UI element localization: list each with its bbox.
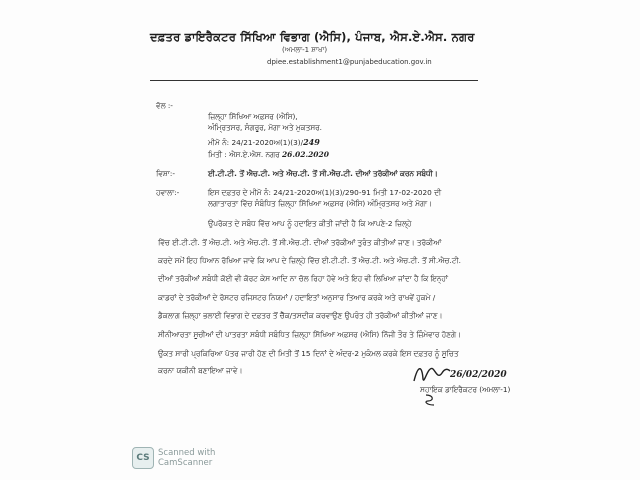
- subject-text: ਈ.ਟੀ.ਟੀ. ਤੋਂ ਐਚ.ਟੀ. ਅਤੇ ਐਚ.ਟੀ. ਤੋਂ ਸੀ.ਐਚ.ਟੀ. ਦੀਆਂ ਤਰੱਕੀਆਂ ਕਰਨ ਸਬੰਧੀ।: [208, 169, 438, 178]
- signatory-designation: ਸਹਾਇਕ ਡਾਇਰੈਕਟਰ (ਅਮਲਾ-1): [420, 385, 511, 394]
- body-line: ਕਰਨਾ ਯਕੀਨੀ ਬਣਾਇਆ ਜਾਵੇ।: [158, 366, 243, 375]
- subject-label: ਵਿਸ਼ਾ:-: [156, 169, 175, 178]
- addressee-label: ਵੱਲ :-: [156, 101, 173, 110]
- body-line: ਸੀਨੀਆਰਤਾ ਸੂਚੀਆਂ ਦੀ ਪਾਤਰਤਾ ਸਬੰਧੀ ਸਬੰਧਿਤ ਜ਼ਿਲ੍ਹਾ ਸਿੱਖਿਆ ਅਫ਼ਸਰ (ਐਸਿ) ਨਿੱਜੀ ਤੌਰ ਤੇ ਜ਼ਿੰਮੇਵਾਰ ਹੋਣਗੇ।: [158, 330, 461, 339]
- memo-date-row: [208, 150, 329, 160]
- addressee-line-2: ਅੰਮ੍ਰਿਤਸਰ, ਸੰਗਰੂਰ, ਮੋਗਾ ਅਤੇ ਮੁਕਤਸਰ.: [208, 123, 322, 132]
- body-line: ਉਪਰੋਕਤ ਦੇ ਸਬੰਧ ਵਿੱਚ ਆਪ ਨੂੰ ਹਦਾਇਤ ਕੀਤੀ ਜਾਂਦੀ ਹੈ ਕਿ ਆਪਣੇ-2 ਜ਼ਿਲ੍ਹੇ: [208, 219, 412, 228]
- body-line: ਡੈਕਲਾਗ ਜ਼ਿਲ੍ਹਾ ਭਲਾਈ ਵਿਭਾਗ ਦੇ ਦਫ਼ਤਰ ਤੋਂ ਚੈੱਕ/ਤਸਦੀਕ ਕਰਵਾਉਣ ਉਪਰੰਤ ਹੀ ਤਰੱਕੀਆਂ ਕੀਤੀਆਂ ਜਾਣ।: [158, 311, 443, 320]
- watermark-line-1: Scanned with: [158, 448, 216, 458]
- body-line: ਉਕਤ ਸਾਰੀ ਪ੍ਰਕਿਰਿਆ ਪੱਤਰ ਜਾਰੀ ਹੋਣ ਦੀ ਮਿਤੀ ਤੋਂ 15 ਦਿਨਾਂ ਦੇ ਅੰਦਰ-2 ਮੁਕੰਮਲ ਕਰਕੇ ਇਸ ਦਫ਼ਤਰ ਨੂੰ ਸੂਚਿਤ: [158, 349, 459, 358]
- header-divider: [150, 80, 478, 81]
- reference-line-1: ਇਸ ਦਫ਼ਤਰ ਦੇ ਮੀਮੋ ਨੰ: 24/21-2020ਅ(1)(3)/290-91 ਮਿਤੀ 17-02-2020 ਦੀ: [208, 188, 442, 197]
- body-line: ਦੀਆਂ ਤਰੱਕੀਆਂ ਸਬੰਧੀ ਕੋਈ ਵੀ ਕੋਰਟ ਕੇਸ ਆਦਿ ਨਾ ਚੱਲ ਰਿਹਾ ਹੋਵੇ ਅਤੇ ਇਹ ਵੀ ਲਿਖਿਆ ਜਾਂਦਾ ਹੈ ਕਿ ਇਨ੍ਹਾਂ: [158, 274, 448, 283]
- body-line: ਵਿੱਚ ਈ.ਟੀ.ਟੀ. ਤੋਂ ਐਚ.ਟੀ. ਅਤੇ ਐਚ.ਟੀ. ਤੋਂ ਸੀ.ਐਚ.ਟੀ. ਦੀਆਂ ਤਰੱਕੀਆਂ ਤੁਰੰਤ ਕੀਤੀਆਂ ਜਾਣ। ਤਰੱਕੀਆਂ: [158, 238, 442, 247]
- signature-date-handwritten: 26/02/2020: [450, 370, 507, 380]
- camscanner-logo: CS: [132, 447, 154, 469]
- body-line: ਕਰਦੇ ਸਮੇਂ ਇਹ ਧਿਆਨ ਰੱਖਿਆ ਜਾਵੇ ਕਿ ਆਪ ਦੇ ਜ਼ਿਲ੍ਹੇ ਵਿੱਚ ਈ.ਟੀ.ਟੀ. ਤੋਂ ਐਚ.ਟੀ. ਅਤੇ ਐਚ.ਟੀ. ਤੋਂ ਸੀ.ਐਚ.ਟੀ.: [158, 256, 461, 265]
- letterhead-email: dpiee.establishment1@punjabeducation.gov.in: [267, 58, 432, 66]
- memo-date-label: ਮਿਤੀ : ਐਸ.ਏ.ਐਸ. ਨਗਰ: [208, 150, 280, 159]
- addressee-line-1: ਜ਼ਿਲ੍ਹਾ ਸਿੱਖਿਆ ਅਫ਼ਸਰ (ਐਸਿ),: [208, 112, 298, 121]
- watermark-line-2: CamScanner: [158, 458, 213, 468]
- handwritten-mark: [422, 393, 440, 407]
- body-line: ਕਾਡਰਾਂ ਦੇ ਤਰੱਕੀਆਂ ਦੇ ਰੋਸਟਰ ਰਜਿਸਟਰ ਨਿਯਮਾਂ / ਹਦਾਇਤਾਂ ਅਨੁਸਾਰ ਤਿਆਰ ਕਰਕੇ ਅਤੇ ਰਾਖਵੇਂ ਹੁਕਮੇ /: [158, 293, 436, 302]
- memo-date-handwritten: 26.02.2020: [281, 150, 329, 159]
- camscanner-watermark: [158, 448, 215, 468]
- reference-line-2: ਲਗਾਤਾਰਤਾ ਵਿੱਚ ਸੰਬੰਧਿਤ ਜ਼ਿਲ੍ਹਾ ਸਿੱਖਿਆ ਅਫ਼ਸਰ (ਐਸਿ) ਅੰਮ੍ਰਿਤਸਰ ਅਤੇ ਮੋਗਾ।: [208, 199, 433, 208]
- reference-label: ਹਵਾਲਾ:-: [156, 188, 180, 197]
- memo-number-handwritten: 249: [303, 137, 320, 147]
- letterhead-branch: (ਅਮਲਾ-1 ਸ਼ਾਖਾ): [282, 46, 328, 54]
- memo-number: ਮੀਮੋ ਨੰ: 24/21-2020ਅ(1)(3)/: [208, 138, 304, 147]
- letterhead-title: ਦਫ਼ਤਰ ਡਾਇਰੈਕਟਰ ਸਿੱਖਿਆ ਵਿਭਾਗ (ਐਸਿ), ਪੰਜਾਬ, ਐਸ.ਏ.ਐਸ. ਨਗਰ: [150, 30, 475, 44]
- memo-number-row: [208, 137, 320, 148]
